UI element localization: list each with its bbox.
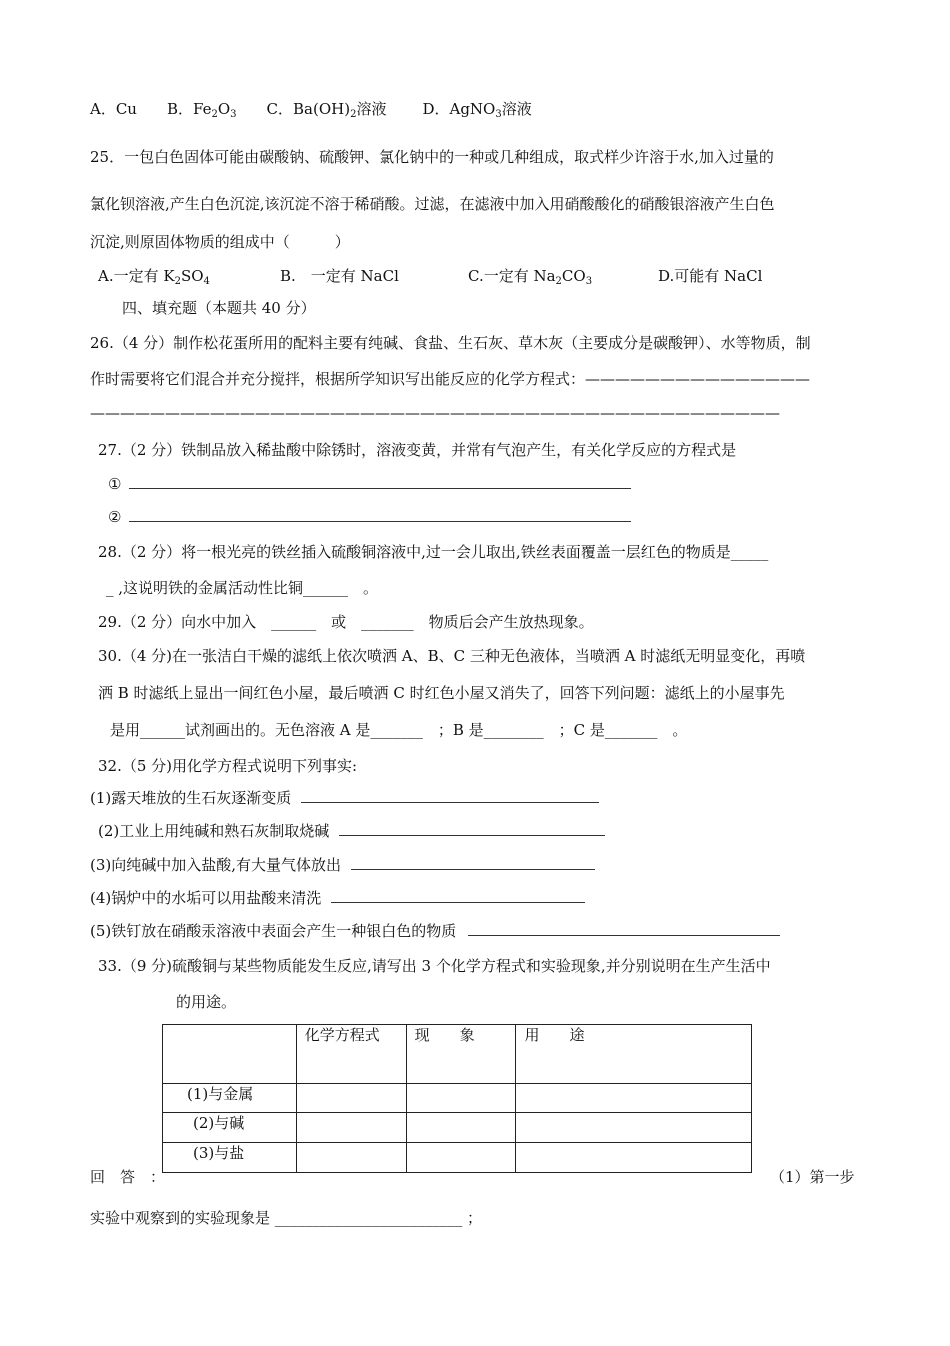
q30-line-2: 洒 B 时滤纸上显出一间红色小屋，最后喷洒 C 时红色小屋又消失了，回答下列问题：滤纸上的小屋事先 <box>98 684 785 702</box>
table-row-label: (1)与金属 <box>163 1084 297 1113</box>
answer-line-2: 实验中观察到的实验现象是 _________________________ ； <box>90 1209 483 1227</box>
table-row <box>163 1084 752 1113</box>
table-header-cell: 化学方程式 <box>296 1025 406 1084</box>
answer-blank[interactable] <box>331 888 585 903</box>
answer-blank[interactable] <box>129 507 631 522</box>
q25-option-d: D.可能有 NaCl <box>658 267 763 285</box>
q33-line-2: 的用途。 <box>176 993 237 1011</box>
q30-line-3: 是用______试剂画出的。无色溶液 A 是_______ ；B 是________ ；C 是_______ 。 <box>110 721 688 739</box>
table-cell[interactable] <box>516 1143 752 1173</box>
table-header-cell: 现 象 <box>406 1025 516 1084</box>
table-cell[interactable] <box>516 1113 752 1143</box>
q32-item-3: (3)向纯碱中加入盐酸,有大量气体放出 <box>90 855 595 875</box>
q25-line-1: 25．一包白色固体可能由碳酸钠、硫酸钾、氯化钠中的一种或几种组成，取式样少许溶于水,加入过量的 <box>90 148 774 166</box>
q28-line-2: _ ,这说明铁的金属活动性比铜______ 。 <box>106 579 379 597</box>
q24-option-a: A．Cu <box>90 100 137 118</box>
q24-option-c: C．$Ba(OH)_2$溶液 <box>266 100 387 120</box>
q30-line-1: 30.（4 分)在一张洁白干燥的滤纸上依次喷洒 A、B、C 三种无色液体，当喷洒 A 时滤纸无明显变化，再喷 <box>98 647 806 665</box>
table-header-row <box>163 1025 752 1084</box>
table-cell[interactable] <box>296 1143 406 1173</box>
q32-item-5: (5)铁钉放在硝酸汞溶液中表面会产生一种银白色的物质 <box>90 921 780 941</box>
q25-option-b: B. 一定有 NaCl <box>280 267 399 285</box>
table-row-label: (2)与碱 <box>163 1113 297 1143</box>
q24-option-d: D．AgNO$_3$溶液 <box>422 100 532 120</box>
table-row <box>163 1143 752 1173</box>
table-header-cell: 用 途 <box>516 1025 752 1084</box>
table-header-cell <box>163 1025 297 1084</box>
q25-line-2: 氯化钡溶液,产生白色沉淀,该沉淀不溶于稀硝酸。过滤，在滤液中加入用硝酸酸化的硝酸银溶液产生白色 <box>90 195 775 213</box>
table-cell[interactable] <box>406 1084 516 1113</box>
answer-blank[interactable] <box>339 821 605 836</box>
q32-item-1: (1)露天堆放的生石灰逐渐变质 <box>90 788 599 808</box>
q26-line-2: 作时需要将它们混合并充分搅拌，根据所学知识写出能反应的化学方程式：——————————————— <box>90 370 811 388</box>
q28-line-1: 28.（2 分）将一根光亮的铁丝插入硫酸铜溶液中,过一会儿取出,铁丝表面覆盖一层红色的物质是_____ <box>98 543 769 561</box>
q32-item-4: (4)锅炉中的水垢可以用盐酸来清洗 <box>90 888 585 908</box>
table-cell[interactable] <box>296 1113 406 1143</box>
table-cell[interactable] <box>516 1084 752 1113</box>
q25-option-c: C.一定有 $Na_2CO_3$ <box>468 267 593 287</box>
answer-blank[interactable] <box>301 788 599 803</box>
table-row <box>163 1113 752 1143</box>
answer-blank[interactable] <box>129 474 631 489</box>
q33-line-1: 33.（9 分)硫酸铜与某些物质能发生反应,请写出 3 个化学方程式和实验现象,并分别说明在生产生活中 <box>98 957 771 975</box>
q32-item-2: (2)工业上用纯碱和熟石灰制取烧碱 <box>98 821 605 841</box>
q32-title: 32.（5 分)用化学方程式说明下列事实: <box>98 757 358 775</box>
section-heading: 四、填充题（本题共 40 分） <box>122 299 316 317</box>
q27-answer-2: ② <box>108 507 631 527</box>
q26-line-1: 26.（4 分）制作松花蛋所用的配料主要有纯碱、食盐、生石灰、草木灰（主要成分是碳酸钾）、水等物质，制 <box>90 334 811 352</box>
q25-option-a: A.一定有 $K_2SO_4$ <box>98 267 210 287</box>
q27-answer-1: ① <box>108 474 631 494</box>
q29-line-1: 29.（2 分）向水中加入 ______ 或 _______ 物质后会产生放热现象。 <box>98 613 594 631</box>
answer-step-label: （1）第一步 <box>770 1168 855 1186</box>
table-row-label: (3)与盐 <box>163 1143 297 1173</box>
answer-label: 回 答 ： <box>90 1168 166 1186</box>
answer-blank[interactable] <box>468 921 780 936</box>
table-cell[interactable] <box>406 1113 516 1143</box>
answer-blank[interactable] <box>351 855 595 870</box>
q27-line-1: 27.（2 分）铁制品放入稀盐酸中除锈时，溶液变黄，并常有气泡产生，有关化学反应的方程式是 <box>98 441 737 459</box>
q25-line-3: 沉淀,则原固体物质的组成中（ ） <box>90 233 350 251</box>
q26-line-3: —————————————————————————————————————————————— <box>90 404 780 422</box>
table-cell[interactable] <box>296 1084 406 1113</box>
table-cell[interactable] <box>406 1143 516 1173</box>
reaction-table <box>162 1024 752 1173</box>
q24-options <box>90 99 532 125</box>
q24-option-b: B．$Fe_2O_3$ <box>166 100 237 120</box>
